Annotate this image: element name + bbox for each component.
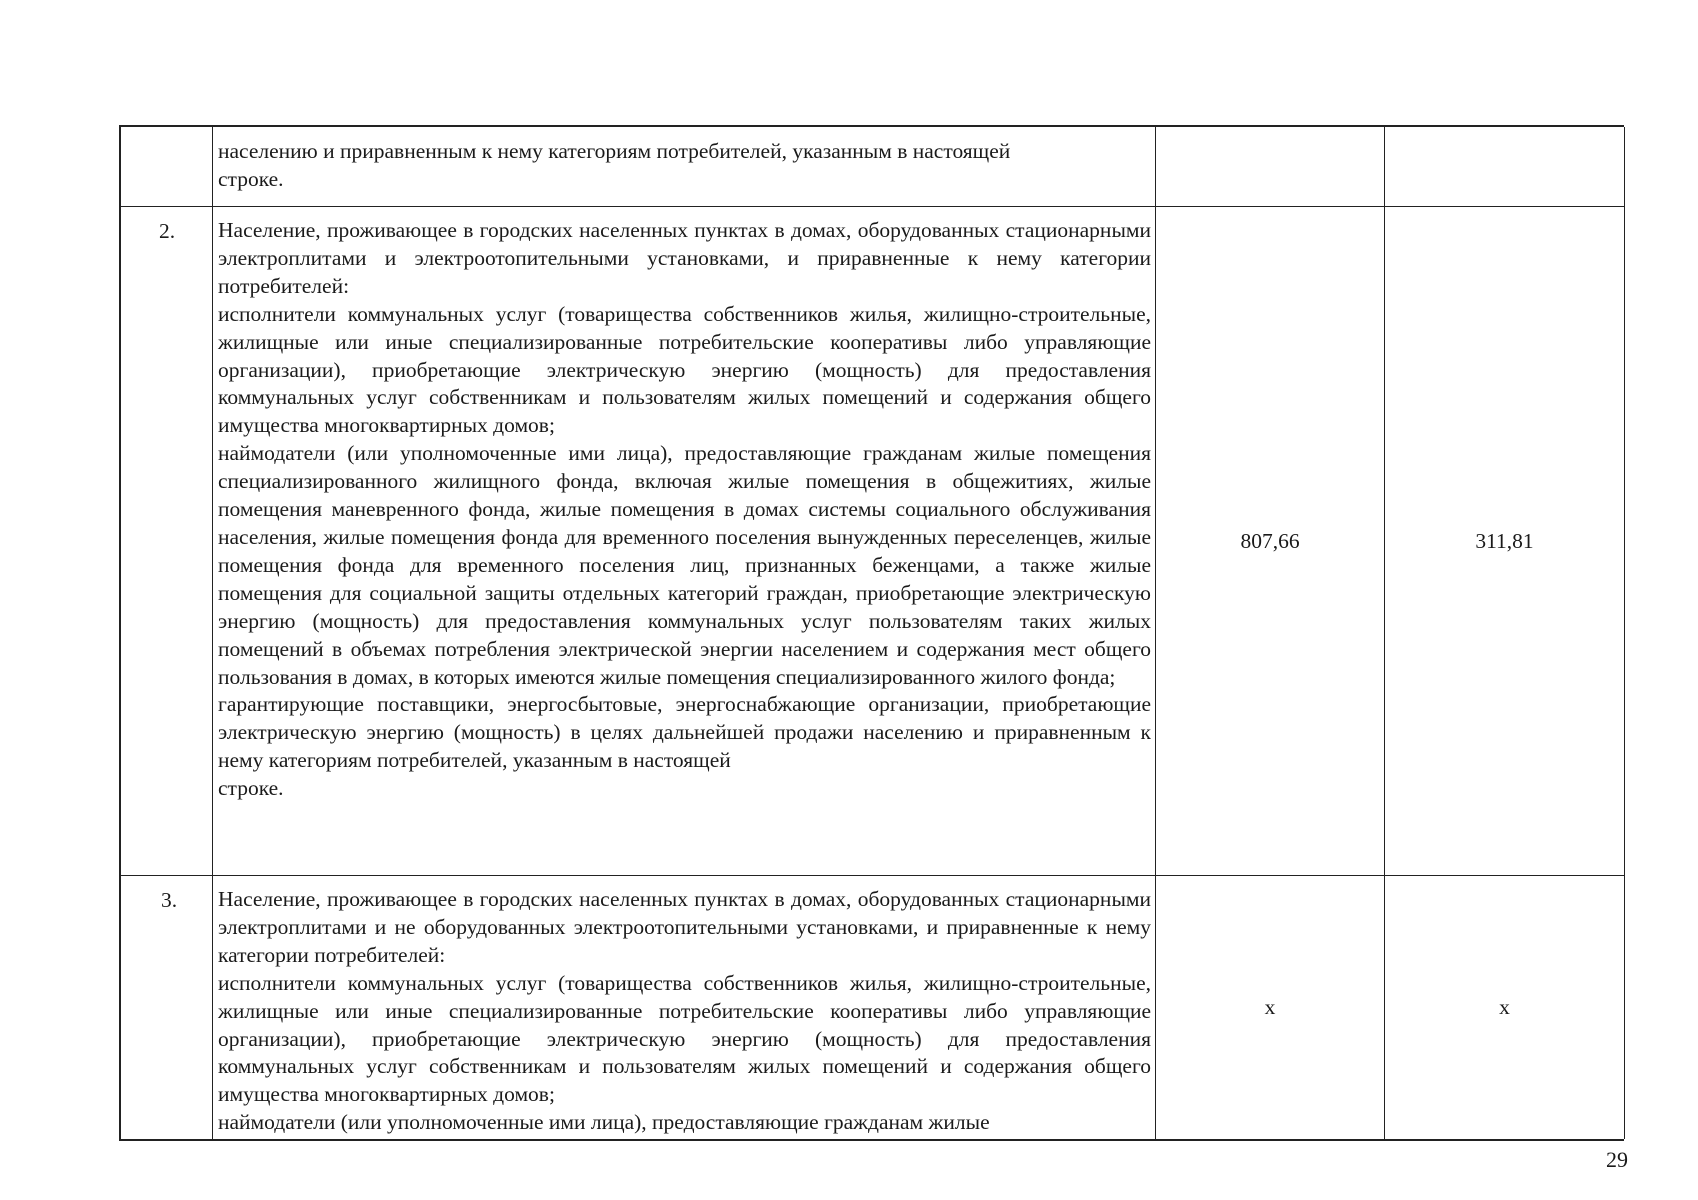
tariff-table (119, 125, 1624, 1141)
row-value-1: 807,66 (1240, 529, 1300, 553)
row-value-1: x (1264, 995, 1276, 1019)
row-number: 2. (158, 219, 176, 243)
row-description: населению и приравненным к нему категориям потребителей, указанным в настоящей строке. (218, 139, 1011, 191)
column-divider (1155, 127, 1156, 1139)
row-divider (121, 875, 1624, 876)
column-divider (1384, 127, 1385, 1139)
row-number: 3. (160, 888, 178, 912)
row-description: Население, проживающее в городских населенных пунктах в домах, оборудованных стационарными электроплитами и электроотопительными установками, и приравненные к нему категории потребителей: исполнители коммунальных услуг (товарищества собственников жилья, жилищно-строительные, жилищные или иные специализированные потребительские кооперативы либо управляющие организации), приобретающие электрическую энергию (мощность) для предоставления коммунальных услуг собственникам и пользователям жилых помещений и содержания общего имущества многоквартирных домов; наймодатели (или уполномоченные ими лица), предоставляющие гражданам жилые помещения специализированного жилищного фонда, включая жилые помещения в общежитиях, жилые помещения маневренного фонда, жилые помещения в домах системы социального обслуживания населения, жилые помещения фонда для временного поселения вынужденных переселенцев, жилые помещения фонда для временного поселения лиц, признанных беженцами, а также жилые помещения для социальной защиты отдельных категорий граждан, приобретающие электрическую энергию (мощность) для предоставления коммунальных услуг пользователям таких жилых помещений в объемах потребления электрической энергии населением и содержания мест общего пользования в домах, в которых имеются жилые помещения специализированного жилого фонда; гарантирующие поставщики, энергосбытовые, энергоснабжающие организации, приобретающие электрическую энергию (мощность) в целях дальнейшей продажи населению и приравненным к нему категориям потребителей, указанным в настоящей строке. (218, 218, 1151, 801)
row-description: Население, проживающее в городских населенных пунктах в домах, оборудованных стационарными электроплитами и не оборудованных электроотопительными установками, и приравненные к нему категории потребителей: исполнители коммунальных услуг (товарищества собственников жилья, жилищно-строительные, жилищные или иные специализированные потребительские кооперативы либо управляющие организации), приобретающие электрическую энергию (мощность) для предоставления коммунальных услуг собственникам и пользователям жилых помещений и содержания общего имущества многоквартирных домов; наймодатели (или уполномоченные ими лица), предоставляющие гражданам жилые (218, 887, 1151, 1135)
column-divider (212, 127, 213, 1139)
column-divider (1624, 127, 1625, 1139)
row-value-2: 311,81 (1475, 529, 1534, 553)
page-number: 29 (1606, 1147, 1628, 1172)
row-value-2: x (1499, 995, 1510, 1019)
row-divider (121, 206, 1624, 207)
